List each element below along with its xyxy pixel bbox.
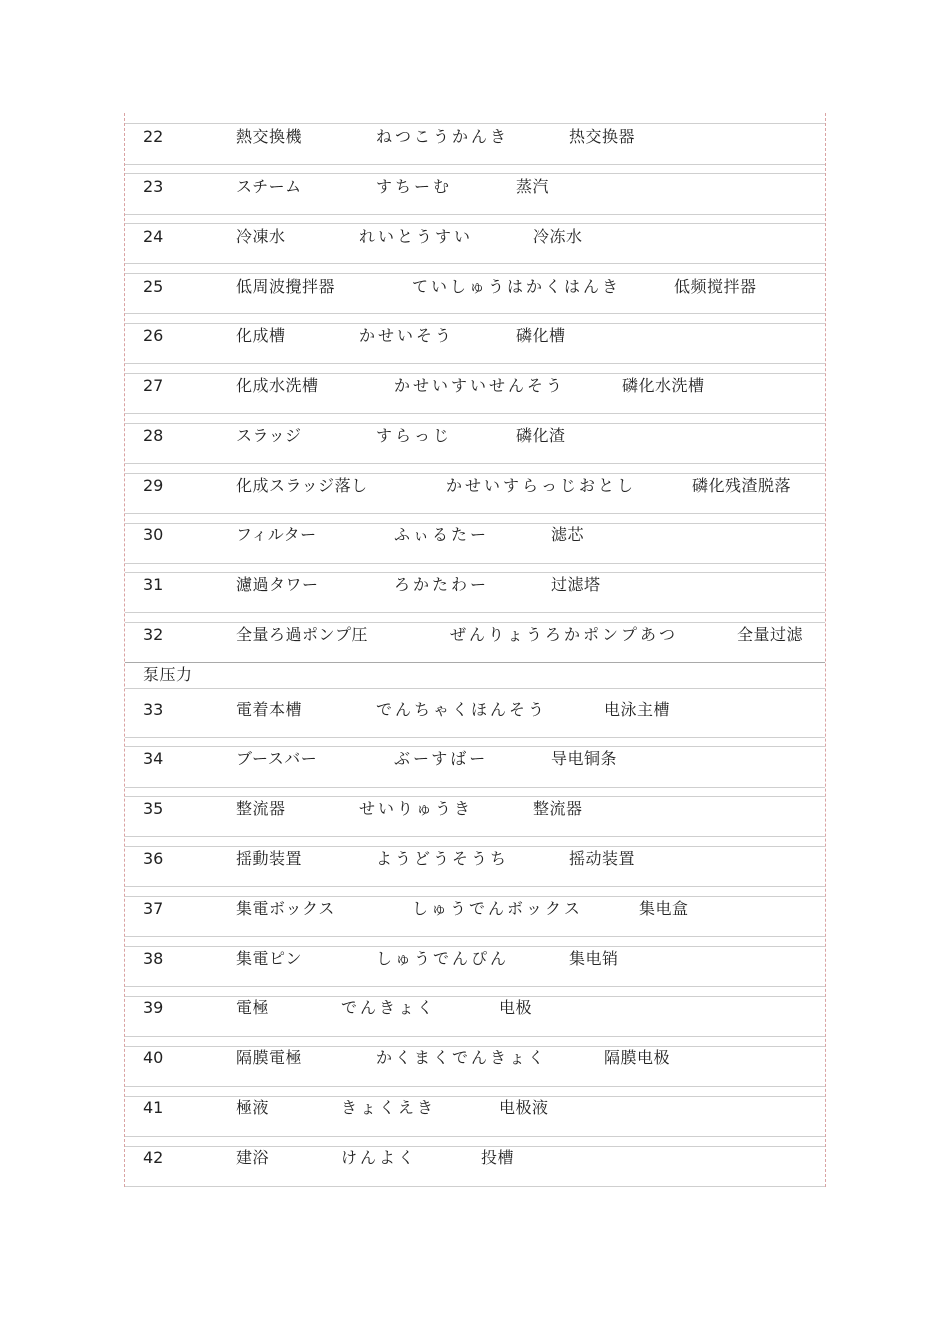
kana-reading: かせいすらっじおとし [446,476,637,495]
row-number: 30 [143,525,164,544]
kana-reading: ぜんりょうろかポンプあつ [450,625,679,644]
kana-reading: しゅうでんぴん [376,949,510,968]
kana-reading: かくまくでんきょく [376,1048,548,1067]
japanese-term: 冷凍水 [236,227,286,246]
row-rule [125,662,825,663]
kana-reading: ていしゅうはかくはんき [412,277,622,296]
kana-reading: すらっじ [376,426,453,445]
row-rule [125,737,825,738]
kana-reading: かせいすいせんそう [394,376,566,395]
row-rule [125,936,825,937]
japanese-term: 熱交換機 [236,127,303,146]
row-number: 35 [143,799,164,818]
row-rule [125,1186,825,1187]
japanese-term: スチーム [236,177,302,196]
row-rule [125,1096,825,1097]
kana-reading: でんきょく [341,998,437,1017]
row-number: 25 [143,277,164,296]
row-number: 22 [143,127,164,146]
japanese-term: 集電ボックス [236,899,335,918]
kana-reading: でんちゃくほんそう [376,700,548,719]
kana-reading: けんよく [341,1148,418,1167]
chinese-term: 投槽 [481,1148,515,1167]
row-rule [125,164,825,165]
row-rule [125,463,825,464]
row-rule [125,423,825,424]
row-number: 26 [143,326,164,345]
chinese-term: 磷化槽 [516,326,566,345]
row-rule [125,263,825,264]
chinese-term: 磷化渣 [516,426,566,445]
row-rule [125,1036,825,1037]
japanese-term: ブースバー [236,749,318,768]
chinese-term: 电极液 [499,1098,549,1117]
row-number: 34 [143,749,164,768]
chinese-term: 热交换器 [569,127,636,146]
row-rule [125,173,825,174]
row-rule [125,1146,825,1147]
chinese-term: 摇动装置 [569,849,636,868]
japanese-term: 全量ろ過ポンプ圧 [236,625,369,644]
kana-reading: すちーむ [376,177,453,196]
japanese-term: 電着本槽 [236,700,303,719]
row-number: 39 [143,998,164,1017]
japanese-term: 建浴 [236,1148,270,1167]
kana-reading: ぶーすばー [394,749,489,768]
row-number: 40 [143,1048,164,1067]
row-rule [125,473,825,474]
row-rule [125,523,825,524]
japanese-term: 化成水洗槽 [236,376,319,395]
row-number: 31 [143,575,164,594]
japanese-term: 極液 [236,1098,270,1117]
chinese-term: 低频搅拌器 [674,277,757,296]
kana-reading: せいりゅうき [359,799,474,818]
row-number: 41 [143,1098,164,1117]
japanese-term: スラッジ [236,426,302,445]
row-rule [125,688,825,689]
kana-reading: ようどうそうち [376,849,510,868]
row-rule [125,746,825,747]
row-rule [125,563,825,564]
japanese-term: 揺動装置 [236,849,303,868]
chinese-term: 整流器 [533,799,583,818]
row-number: 36 [143,849,164,868]
row-rule [125,313,825,314]
kana-reading: かせいそう [359,326,455,345]
row-rule [125,273,825,274]
row-number: 33 [143,700,164,719]
chinese-term: 蒸汽 [516,177,550,196]
row-rule [125,946,825,947]
chinese-term: 磷化水洗槽 [622,376,705,395]
row-number: 42 [143,1148,164,1167]
row-number: 29 [143,476,164,495]
chinese-term: 过滤塔 [551,575,601,594]
row-rule [125,1086,825,1087]
row-rule [125,846,825,847]
chinese-term: 冷冻水 [533,227,583,246]
row-rule [125,413,825,414]
row-number: 24 [143,227,164,246]
row-rule [125,986,825,987]
row-rule [125,123,825,124]
kana-reading: ふぃるたー [394,525,490,544]
japanese-term: 整流器 [236,799,286,818]
row-rule [125,1046,825,1047]
japanese-term: 電極 [236,998,270,1017]
row-rule [125,513,825,514]
kana-reading: れいとうすい [359,227,474,246]
chinese-term: 电泳主槽 [604,700,671,719]
row-rule [125,363,825,364]
row-rule [125,612,825,613]
kana-reading: きょくえき [341,1098,437,1117]
row-rule [125,886,825,887]
row-number: 27 [143,376,164,395]
chinese-term: 集电销 [569,949,619,968]
row-number: 23 [143,177,164,196]
chinese-term: 磷化残渣脱落 [692,476,792,495]
japanese-term: 集電ピン [236,949,303,968]
japanese-term: 化成スラッジ落し [236,476,368,495]
row-rule [125,996,825,997]
chinese-term: 集电盒 [639,899,689,918]
chinese-term: 电极 [499,998,533,1017]
japanese-term: フィルター [236,525,317,544]
row-rule [125,223,825,224]
row-rule [125,1136,825,1137]
chinese-term: 导电铜条 [551,749,618,768]
chinese-term-wrap: 泵压力 [143,665,193,684]
row-number: 38 [143,949,164,968]
row-number: 32 [143,625,164,644]
row-rule [125,214,825,215]
row-rule [125,836,825,837]
chinese-term: 隔膜电极 [604,1048,671,1067]
chinese-term: 全量过滤 [737,625,804,644]
page-frame [124,113,826,1187]
japanese-term: 低周波攪拌器 [236,277,336,296]
japanese-term: 隔膜電極 [236,1048,303,1067]
kana-reading: ねつこうかんき [376,127,510,146]
row-number: 28 [143,426,164,445]
japanese-term: 化成槽 [236,326,286,345]
japanese-term: 濾過タワー [236,575,319,594]
row-rule [125,572,825,573]
chinese-term: 滤芯 [551,525,585,544]
row-rule [125,622,825,623]
row-rule [125,323,825,324]
row-number: 37 [143,899,164,918]
row-rule [125,787,825,788]
row-rule [125,796,825,797]
kana-reading: しゅうでんボックス [412,899,583,918]
kana-reading: ろかたわー [394,575,490,594]
row-rule [125,373,825,374]
row-rule [125,896,825,897]
